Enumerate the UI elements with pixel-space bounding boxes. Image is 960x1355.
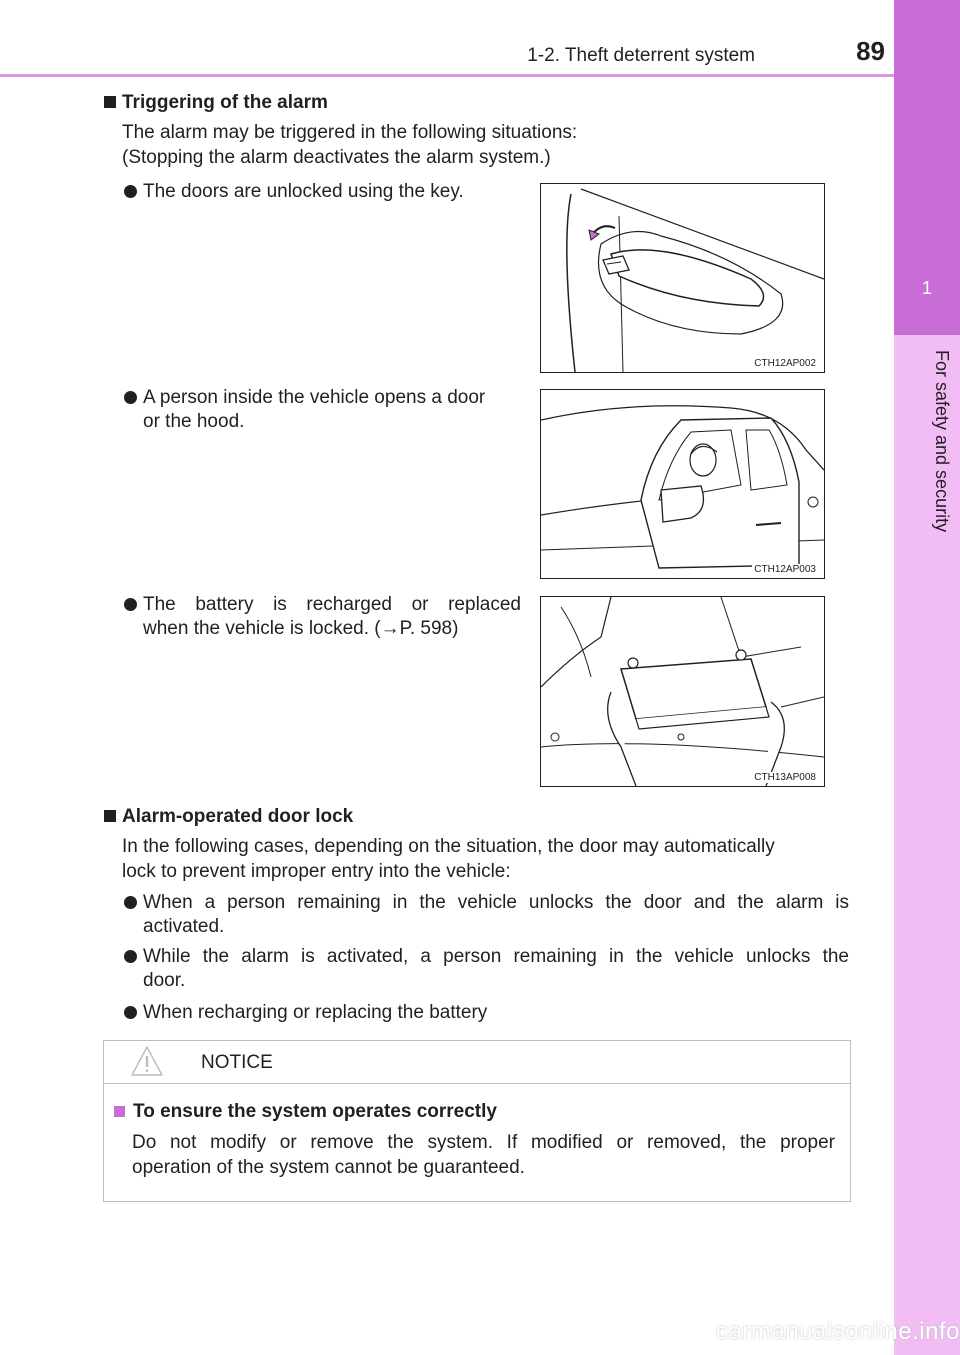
- list-item-text: when the vehicle is locked. (→P. 598): [143, 618, 459, 639]
- list-item-text: activated.: [143, 916, 225, 937]
- door-lock-intro-1: In the following cases, depending on the situation, the door may automatically: [122, 836, 775, 857]
- list-item-text: door.: [143, 970, 186, 991]
- list-item: [124, 891, 852, 941]
- triggering-intro-2: (Stopping the alarm deactivates the alarm system.): [122, 147, 551, 168]
- list-item-text: A person inside the vehicle opens a door: [143, 387, 486, 408]
- chapter-label: [908, 350, 952, 560]
- notice-title: NOTICE: [201, 1052, 273, 1073]
- notice-text-1: Do not modify or remove the system. If modified or removed, the proper: [132, 1132, 835, 1153]
- chapter-number: 1: [921, 278, 932, 298]
- square-bullet-icon: [104, 810, 116, 822]
- car-door-illustration: [541, 390, 824, 578]
- square-bullet-icon: [104, 96, 116, 108]
- battery-illustration: [541, 597, 824, 786]
- list-item: [124, 593, 524, 643]
- door-lock-heading-text: Alarm-operated door lock: [122, 806, 354, 827]
- notice-text-2: operation of the system cannot be guaranteed.: [132, 1157, 525, 1178]
- section-title: 1-2. Theft deterrent system: [527, 45, 755, 66]
- list-item: [124, 180, 524, 230]
- list-item: [124, 945, 852, 995]
- figure-code: CTH12AP003: [754, 564, 816, 575]
- figure-person-opens-door: [540, 389, 825, 579]
- door-key-illustration: [541, 184, 824, 372]
- square-bullet-icon: [114, 1106, 125, 1117]
- bullet-dot-icon: [124, 896, 137, 909]
- list-item: [124, 386, 524, 436]
- bullet-dot-icon: [124, 391, 137, 404]
- door-lock-heading: [104, 806, 353, 828]
- notice-header: [104, 1041, 850, 1084]
- notice-heading: [114, 1101, 497, 1123]
- bullet-dot-icon: [124, 1006, 137, 1019]
- notice-heading-text: To ensure the system operates correctly: [133, 1101, 497, 1122]
- header-rule: [0, 74, 894, 77]
- list-item-text: The battery is recharged or replaced: [143, 594, 521, 615]
- list-item-text: When a person remaining in the vehicle unlocks the door and the alarm is: [143, 892, 849, 913]
- list-item-text: While the alarm is activated, a person remaining in the vehicle unlocks the: [143, 946, 849, 967]
- figure-battery: [540, 596, 825, 787]
- page-number: 89: [856, 36, 885, 66]
- door-lock-intro-2: lock to prevent improper entry into the vehicle:: [122, 861, 511, 882]
- notice-box: [103, 1040, 851, 1202]
- triggering-heading-text: Triggering of the alarm: [122, 92, 328, 113]
- chapter-label-text: For safety and security: [932, 350, 952, 533]
- bullet-dot-icon: [124, 185, 137, 198]
- bullet-dot-icon: [124, 950, 137, 963]
- warning-triangle-icon: [130, 1045, 164, 1077]
- list-item: [124, 1001, 852, 1027]
- list-item-text: When recharging or replacing the battery: [143, 1002, 488, 1023]
- watermark: carmanualsonline.info: [716, 1318, 960, 1345]
- figure-code: CTH13AP008: [754, 772, 816, 783]
- list-item-text: or the hood.: [143, 411, 245, 432]
- figure-door-key: [540, 183, 825, 373]
- bullet-dot-icon: [124, 598, 137, 611]
- list-item-text: The doors are unlocked using the key.: [143, 181, 464, 202]
- triggering-heading: [104, 92, 328, 114]
- triggering-intro-1: The alarm may be triggered in the following situations:: [122, 122, 578, 143]
- figure-code: CTH12AP002: [754, 358, 816, 369]
